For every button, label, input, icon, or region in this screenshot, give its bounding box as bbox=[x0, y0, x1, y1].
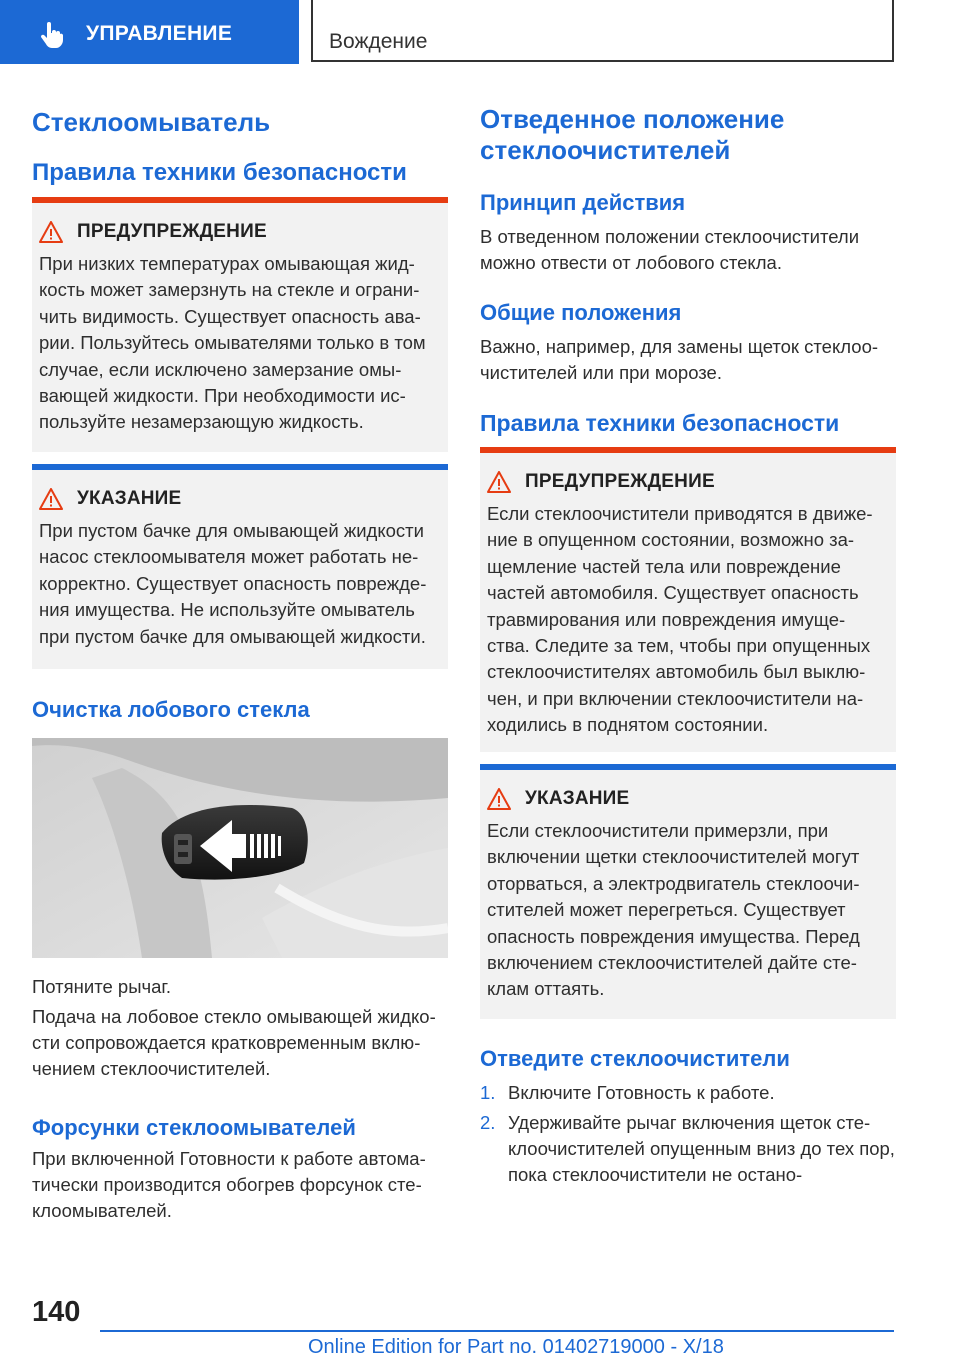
note-box-wipers bbox=[480, 764, 896, 1019]
warning-text: Если стеклоочистители приводятся в движение в опущенном состоянии, возможно защемление частей тела или повреждение частей автомобиля. Существует опасность травмирования или повреждения имущества. Следите за тем, чтобы при опущенных стеклоочистителях автомобиль был выключен, и при включении стеклоочистители находились в поднятом состоянии. bbox=[487, 503, 873, 736]
principle-text: В отведенном положении стеклоочистители можно отвести от лобового стекла. bbox=[480, 226, 860, 273]
warning-label: ПРЕДУПРЕЖДЕНИЕ bbox=[77, 221, 267, 242]
footer-edition[interactable]: Online Edition for Part no. 01402719000 - X/18 bbox=[308, 1336, 724, 1358]
safety-heading-right: Правила техники безопасности bbox=[480, 410, 840, 436]
step-number: 1. bbox=[480, 1082, 496, 1103]
note-label: УКАЗАНИЕ bbox=[77, 488, 182, 509]
note-label: УКАЗАНИЕ bbox=[525, 788, 630, 809]
warning-box-wipers bbox=[480, 447, 896, 752]
nozzles-text: При включенной Готовности к работе автоматически производится обогрев форсунок стеклоомывателей. bbox=[32, 1148, 426, 1221]
section-label: УПРАВЛЕНИЕ bbox=[86, 22, 233, 45]
page-title-wipers: Отведенное положение стеклоочистителей bbox=[480, 104, 785, 165]
safety-heading-left: Правила техники безопасности bbox=[32, 159, 407, 186]
note-text: При пустом бачке для омывающей жидкости насос стеклоомывателя может работать некорректно. Существует опасность повреждения имущества. Не используйте омыватель при пустом бачке для омывающей жидкости. bbox=[39, 520, 427, 647]
note-text: Если стеклоочистители примерзли, при включении щетки стеклоочистителей могут оторваться, а электродвигатель стеклоочистителей может перегреться. Существует опасность повреждения имущества. Перед включением стеклоочистителей дайте стеклам оттаять. bbox=[487, 820, 860, 1000]
page-number: 140 bbox=[32, 1296, 81, 1328]
cleaning-text: Подача на лобовое стекло омывающей жидкости сопровождается кратковременным включением стеклоочистителей. bbox=[32, 1006, 436, 1079]
step-text: Удерживайте рычаг включения щеток стеклоочистителей опущенным вниз до тех пор, пока стеклоочистители не остано- bbox=[508, 1112, 895, 1185]
wiper-lever-photo bbox=[32, 738, 448, 958]
nozzles-heading: Форсунки стеклоомывателей bbox=[32, 1115, 356, 1140]
warning-label: ПРЕДУПРЕЖДЕНИЕ bbox=[525, 471, 715, 492]
warning-text: При низких температурах омывающая жидкость может замерзнуть на стекле и ограничить видимость. Существует опасность аварии. Пользуйтесь омывателями только в том случае, если исключено замерзание омывающей жидкости. При необходимости используйте незамерзающую жидкость. bbox=[39, 253, 426, 433]
step-text: Включите Готовность к работе. bbox=[508, 1082, 775, 1103]
step-number: 2. bbox=[480, 1112, 496, 1133]
hand-pointer-icon bbox=[40, 22, 64, 48]
warning-box-washer bbox=[32, 197, 448, 452]
warning-triangle-icon bbox=[487, 471, 511, 493]
pull-lever-text: Потяните рычаг. bbox=[32, 976, 172, 997]
warning-triangle-icon bbox=[39, 221, 63, 243]
section-tab[interactable] bbox=[0, 0, 299, 64]
steps-heading: Отведите стеклоочистители bbox=[480, 1046, 790, 1071]
footer-divider bbox=[100, 1330, 894, 1332]
chapter-label: Вождение bbox=[329, 30, 428, 53]
list-item bbox=[480, 1080, 896, 1106]
steps-list bbox=[480, 1080, 896, 1192]
warning-triangle-icon bbox=[39, 488, 63, 510]
list-item bbox=[480, 1110, 896, 1188]
principle-heading: Принцип действия bbox=[480, 190, 686, 215]
note-box-washer bbox=[32, 464, 448, 669]
page-title-washer: Стеклоомыватель bbox=[32, 107, 271, 137]
cleaning-heading: Очистка лобового стекла bbox=[32, 697, 310, 722]
chapter-tab[interactable] bbox=[311, 0, 894, 62]
wiper-lever-illustration bbox=[32, 738, 448, 958]
general-heading: Общие положения bbox=[480, 300, 682, 325]
general-text: Важно, например, для замены щеток стеклоочистителей или при морозе. bbox=[480, 336, 879, 383]
warning-triangle-icon bbox=[487, 788, 511, 810]
